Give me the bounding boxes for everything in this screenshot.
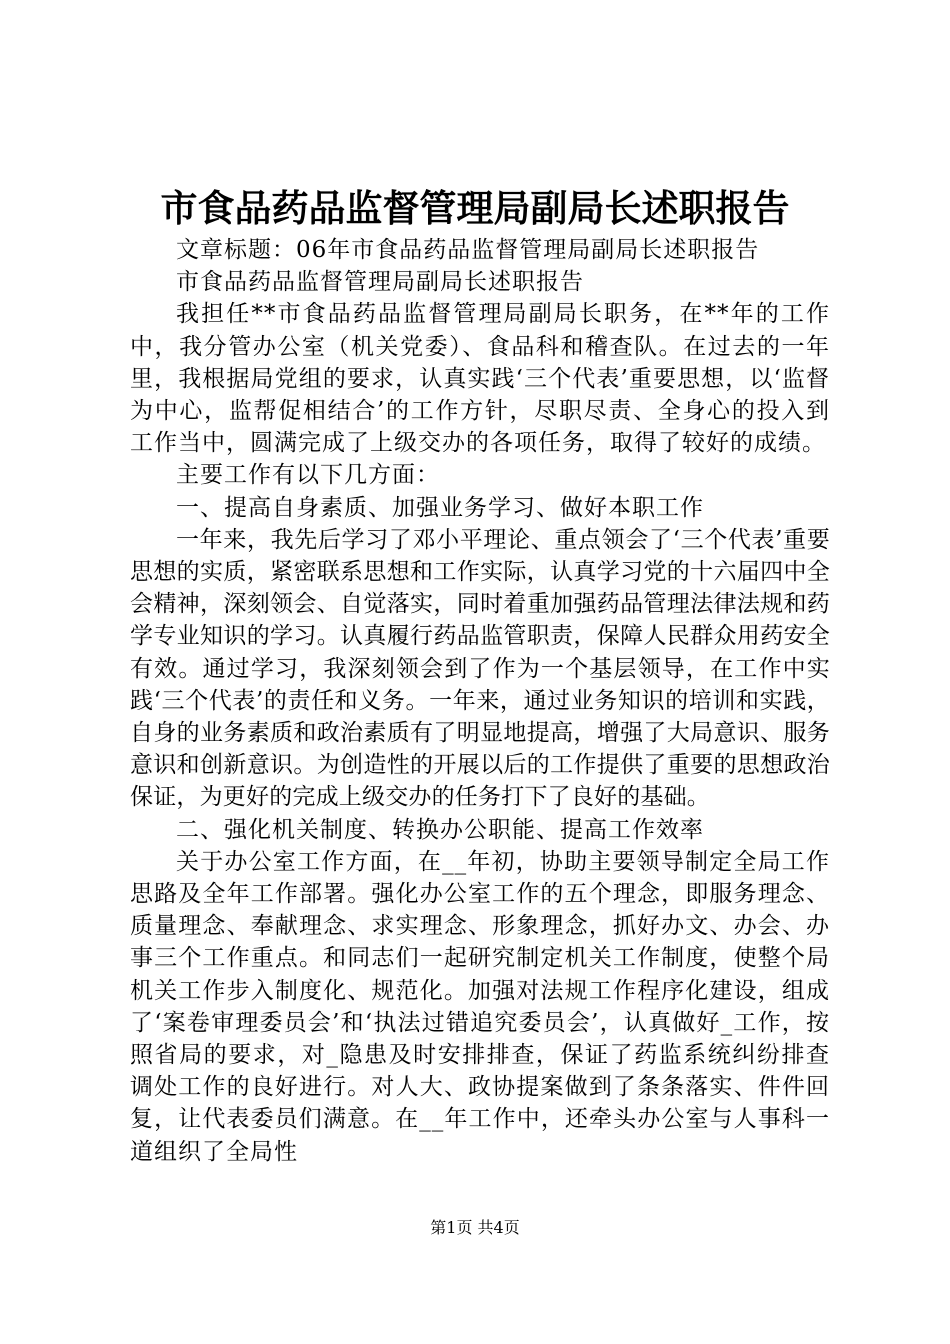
section-2-paragraph: 关于办公室工作方面，在__年初，协助主要领导制定全局工作思路及全年工作部署。强化办公室工作的五个理念，即服务理念、质量理念、奉献理念、求实理念、形象理念，抓好办文、办会、办事三个工作重点。和同志们一起研究制定机关工作制度，使整个局机关工作步入制度化、规范化。加强对法规工作程序化建设，组成了‘案卷审理委员会’和‘执法过错追究委员会’，认真做好_工作，按照省局的要求，对_隐患及时安排排查，保证了药监系统纠纷排查调处工作的良好进行。对人大、政协提案做到了条条落实、件件回复，让代表委员们满意。在__年工作中，还牵头办公室与人事科一道组织了全局性 — [130, 848, 830, 1165]
section-heading-2: 二、强化机关制度、转换办公职能、提高工作效率 — [176, 816, 704, 843]
main-work-heading: 主要工作有以下几方面： — [176, 462, 440, 489]
page-footer: 第1页 共4页 — [430, 1218, 520, 1237]
intro-paragraph: 我担任**市食品药品监督管理局副局长职务，在**年的工作中，我分管办公室（机关党委）、食品科和稽查队。在过去的一年里，我根据局党组的要求，认真实践‘三个代表’重要思想，以‘监督为中心，监帮促相结合’的工作方针，尽职尽责、全身心的投入到工作当中，圆满完成了上级交办的各项任务，取得了较好的成绩。 — [130, 301, 830, 457]
article-title-line: 文章标题：06年市食品药品监督管理局副局长述职报告 — [176, 237, 760, 263]
section-heading-1: 一、提高自身素质、加强业务学习、做好本职工作 — [176, 494, 704, 521]
document-title: 市食品药品监督管理局副局长述职报告 — [160, 186, 790, 230]
document-body — [130, 234, 830, 1168]
section-1-paragraph: 一年来，我先后学习了邓小平理论、重点领会了‘三个代表’重要思想的实质，紧密联系思想和工作实际，认真学习党的十六届四中全会精神，深刻领会、自觉落实，同时着重加强药品管理法律法规和药学专业知识的学习。认真履行药品监管职责，保障人民群众用药安全有效。通过学习，我深刻领会到了作为一个基层领导，在工作中实践‘三个代表’的责任和义务。一年来，通过业务知识的培训和实践，自身的业务素质和政治素质有了明显地提高，增强了大局意识、服务意识和创新意识。为创造性的开展以后的工作提供了重要的思想政治保证，为更好的完成上级交办的任务打下了良好的基础。 — [130, 526, 830, 811]
subtitle-line: 市食品药品监督管理局副局长述职报告 — [176, 269, 584, 296]
